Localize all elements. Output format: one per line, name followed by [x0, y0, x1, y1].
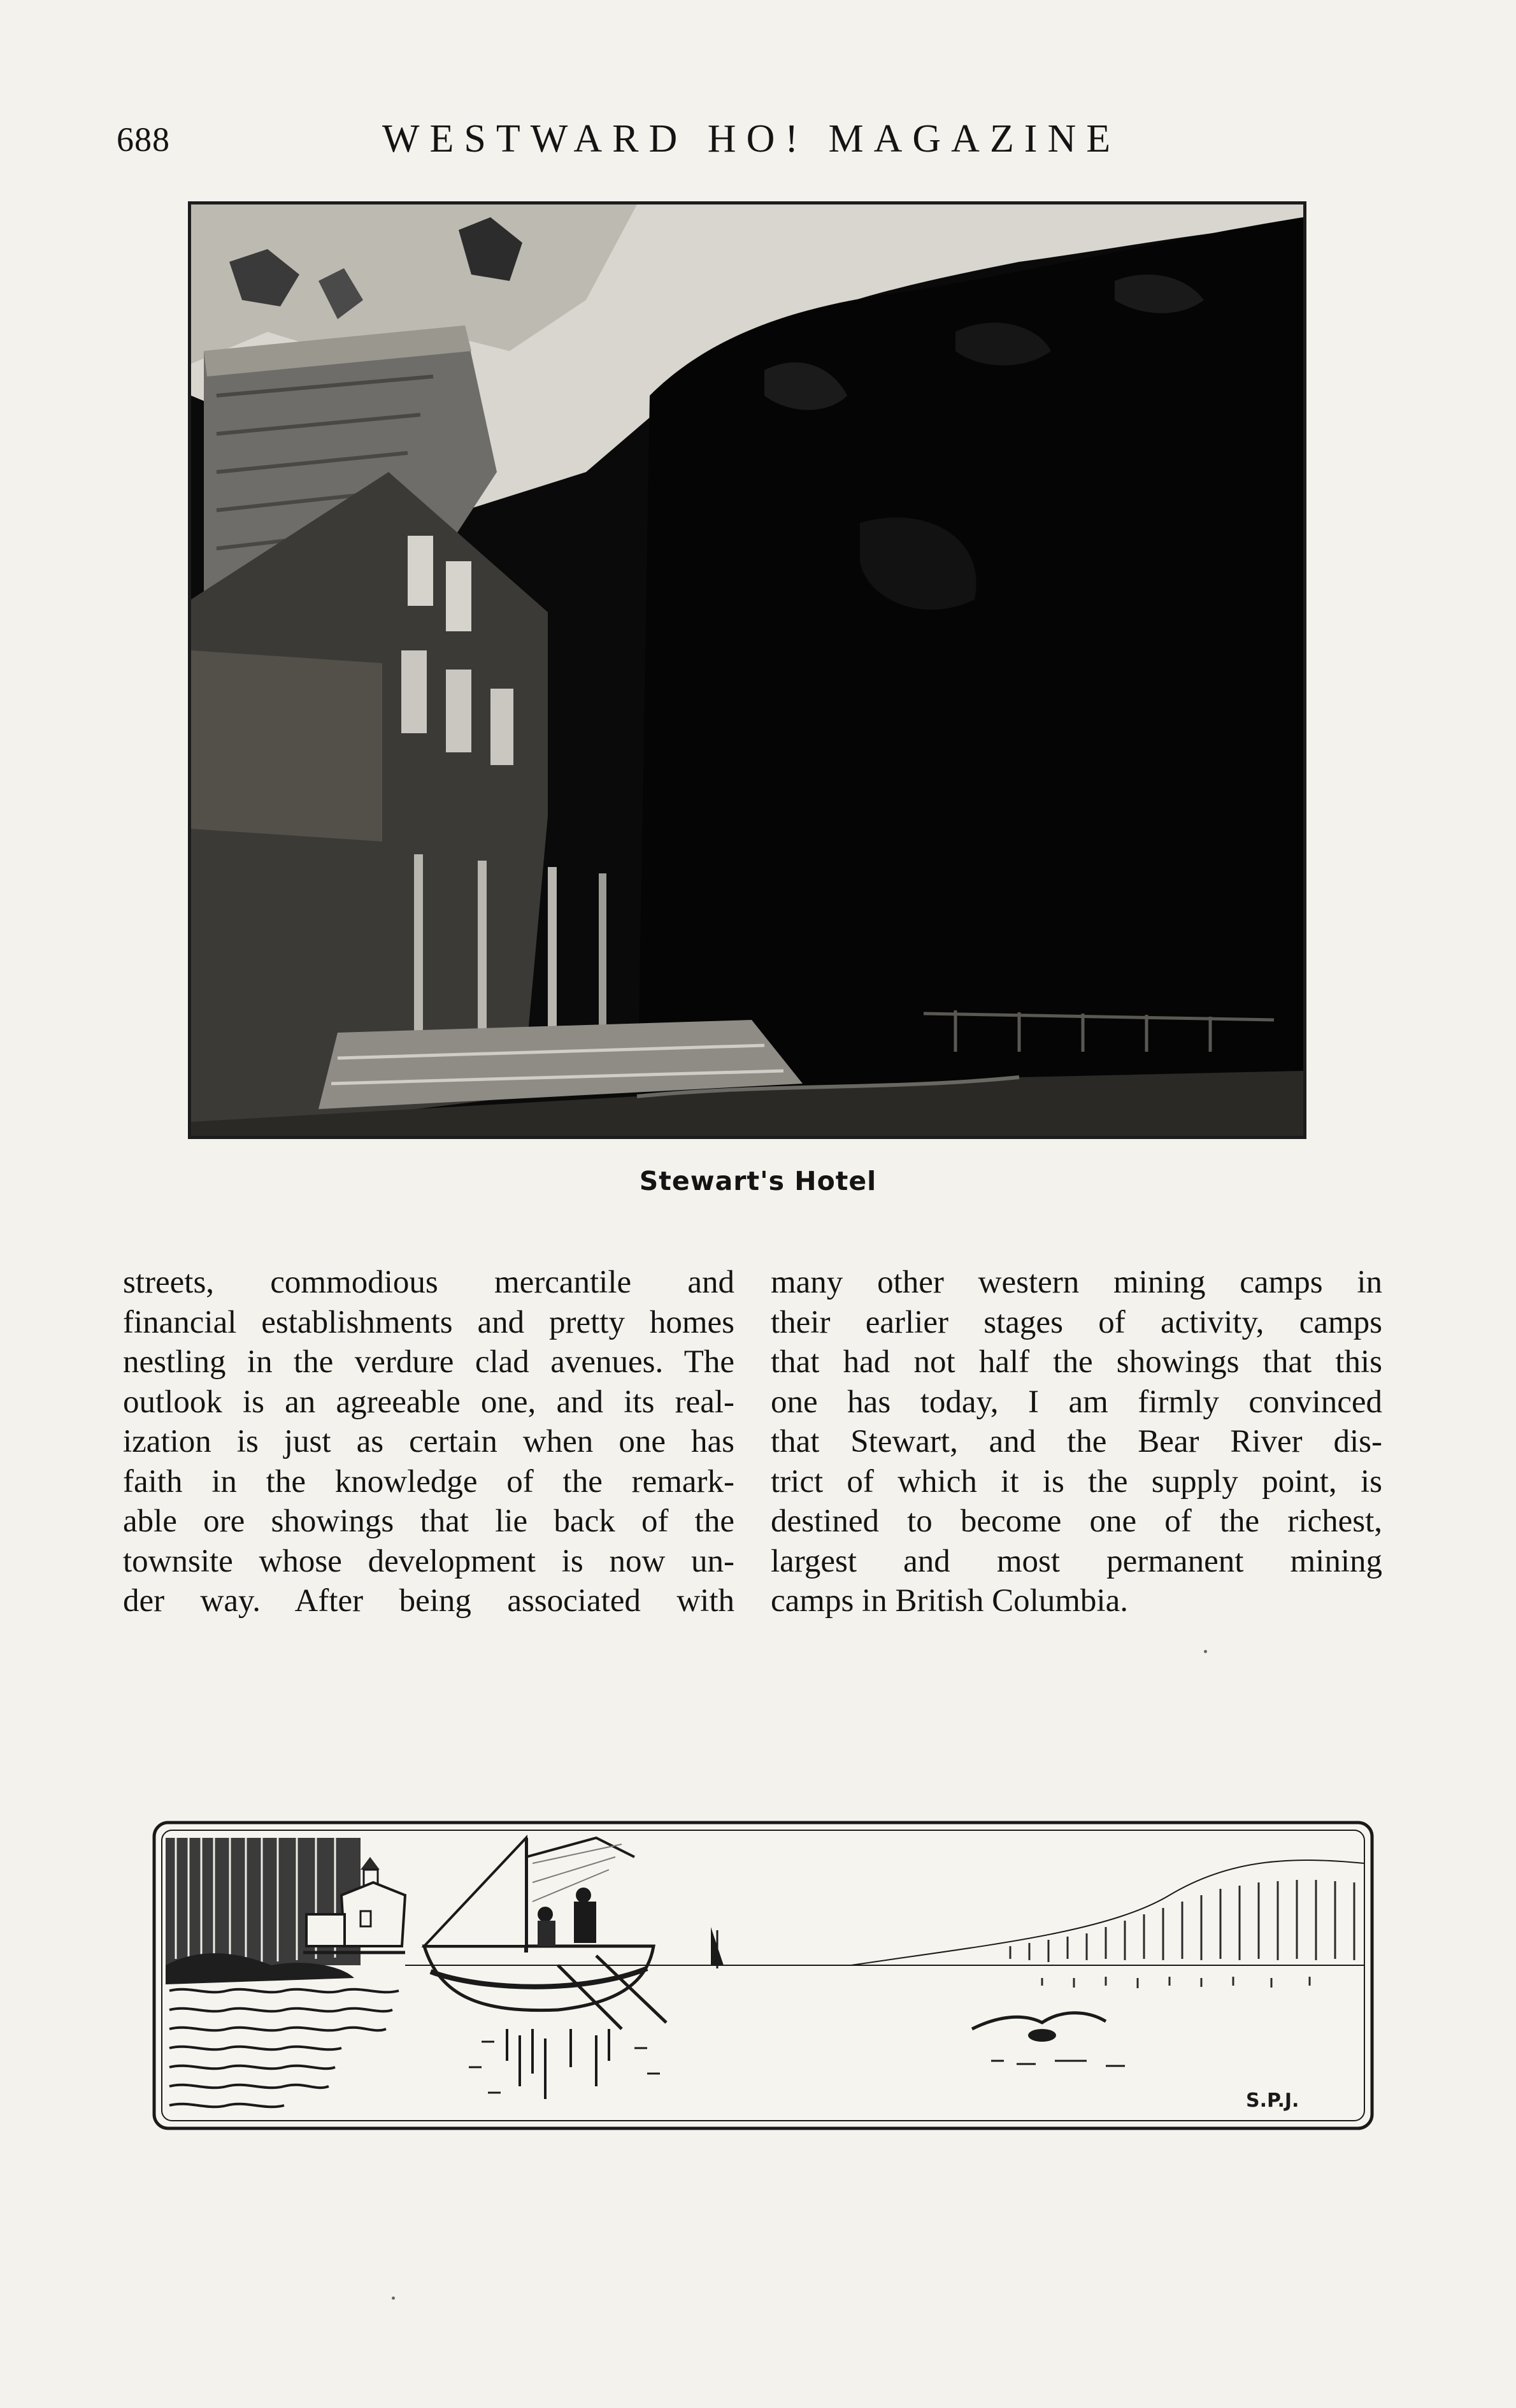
- hotel-photo: [188, 201, 1306, 1139]
- text-line: many other western mining camps in: [771, 1265, 1382, 1300]
- text-line: financial establishments and pretty homes: [123, 1304, 734, 1340]
- text-line: trict of which it is the supply point, is: [771, 1463, 1382, 1500]
- text-line: nestling in the verdure clad avenues. The: [123, 1344, 734, 1380]
- text-line: that had not half the showings that this: [771, 1344, 1382, 1380]
- text-line: their earlier stages of activity, camps: [771, 1304, 1382, 1340]
- text-line: outlook is an agreeable one, and its real-: [123, 1384, 734, 1420]
- text-line: ization is just as certain when one has: [123, 1424, 734, 1459]
- article-right-column: [771, 1263, 1382, 1621]
- running-head: WESTWARD HO! MAGAZINE: [382, 117, 1121, 161]
- artist-signature: S.P.J.: [1246, 2089, 1299, 2112]
- text-line: destined to become one of the richest,: [771, 1503, 1382, 1539]
- text-line: der way. After being associated with: [123, 1583, 734, 1619]
- text-line: faith in the knowledge of the remark-: [123, 1463, 734, 1500]
- photo-caption: Stewart's Hotel: [639, 1166, 877, 1196]
- text-line: that Stewart, and the Bear River dis-: [771, 1424, 1382, 1459]
- text-line: townsite whose development is now un-: [123, 1543, 734, 1579]
- text-line: one has today, I am firmly convinced: [771, 1384, 1382, 1420]
- text-line: largest and most permanent mining: [771, 1543, 1382, 1579]
- print-speck: [1204, 1650, 1207, 1653]
- page-number: 688: [117, 120, 170, 159]
- article-left-column: [123, 1263, 734, 1621]
- print-speck: [392, 2297, 395, 2300]
- text-line: streets, commodious mercantile and: [123, 1265, 734, 1300]
- text-line: camps in British Columbia.: [771, 1583, 1128, 1619]
- text-line: able ore showings that lie back of the: [123, 1503, 734, 1539]
- sailboat-illustration: [150, 1819, 1376, 2132]
